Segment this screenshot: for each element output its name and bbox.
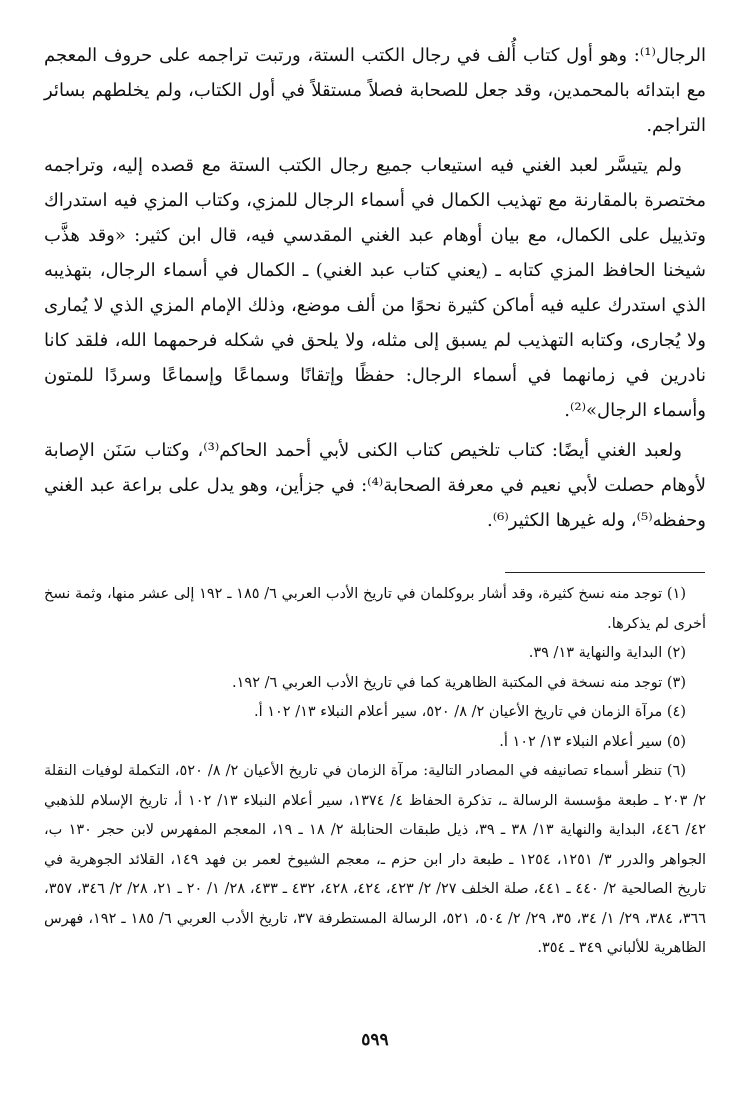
footnote-1: (١) توجد منه نسخ كثيرة، وقد أشار بروكلمان في تاريخ الأدب العربي ٦/ ١٨٥ ـ ١٩٢ إلى عشر منها، وثمة نسخ أخرى لم يذكرها. bbox=[44, 586, 706, 632]
main-text bbox=[44, 38, 706, 543]
paragraph-3: ولعبد الغني أيضًا: كتاب تلخيص كتاب الكنى لأبي أحمد الحاكم⁽³⁾، وكتاب سَنَن الإصابة لأوهام حصلت لأبي نعيم في معرفة الصحابة⁽⁴⁾: في جزأين، وهو يدل على براعة عبد الغني وحفظه⁽⁵⁾، وله غيرها الكثير⁽⁶⁾. bbox=[44, 440, 706, 531]
footnote-2: (٢) البداية والنهاية ١٣/ ٣٩. bbox=[528, 645, 686, 661]
footnote-6: (٦) تنظر أسماء تصانيفه في المصادر التالية: مرآة الزمان في تاريخ الأعيان ٢/ ٨/ ٥٢٠، التكملة لوفيات النقلة ٢/ ٢٠٣ ـ طبعة مؤسسة الرسالة ـ، تذكرة الحفاظ ٤/ ١٣٧٤، سير أعلام النبلاء ١٣/ ١٠٢ أ، تاريخ الإسلام للذهبي ٤٢/ ٤٤٦، البداية والنهاية ١٣/ ٣٨ ـ ٣٩، ذيل طبقات الحنابلة ٢/ ١٨ ـ ١٩، المعجم المفهرس لابن حجر ١٣٠ ب، الجواهر والدرر ٣/ ١٢٥١، ١٢٥٤ ـ طبعة دار ابن حزم ـ، معجم الشيوخ لعمر بن فهد ١٤٩، القلائد الجوهرية في تاريخ الصالحية ٢/ ٤٤٠ ـ ٤٤١، صلة الخلف ٢٧/ ٢/ ٤٢٣، ٤٢٤، ٤٢٨، ٤٣٢ ـ ٤٣٣، ٢٨/ ١/ ٢٠ ـ ٢١، ٢٨/ ٢/ ٣٤٦، ٣٥٧، ٣٦٦، ٣٨٤، ٢٩/ ١/ ٣٤، ٣٥، ٢٩/ ٢/ ٥٠٤، ٥٢١، الرسالة المستطرفة ٣٧، تاريخ الأدب العربي ٦/ ١٨٥ ـ ١٩٢، فهرس الظاهرية للألباني ٣٤٩ ـ ٣٥٤. bbox=[44, 763, 707, 956]
page-number: ٥٩٩ bbox=[361, 1030, 389, 1050]
footnote-divider bbox=[505, 572, 705, 573]
footnotes bbox=[44, 580, 706, 964]
footnote-4: (٤) مرآة الزمان في تاريخ الأعيان ٢/ ٨/ ٥٢٠، سير أعلام النبلاء ١٣/ ١٠٢ أ. bbox=[253, 704, 686, 720]
paragraph-2: ولم يتيسَّر لعبد الغني فيه استيعاب جميع رجال الكتب الستة مع قصده إليه، وتراجمه مختصرة بالمقارنة مع تهذيب الكمال في أسماء الرجال للمزي، وكتاب المزي فيه استدراك وتذييل على الكمال، مع بيان أوهام عبد الغني المقدسي فيه، قال ابن كثير: «وقد هذَّب شيخنا الحافظ المزي كتابه ـ (يعني كتاب عبد الغني) ـ الكمال في أسماء الرجال، بتهذيبه الذي استدرك عليه فيه أماكن كثيرة نحوًا من ألف موضع، وذلك الإمام المزي الذي لا يُمارى ولا يُجارى، وكتابه التهذيب لم يسبق إلى مثله، ولا يلحق في شكله فرحمهما الله، فلقد كانا نادرين في زمانهما في أسماء الرجال: حفظًا وإتقانًا وسماعًا وإسماعًا وسردًا للمتون وأسماء الرجال»⁽²⁾. bbox=[44, 155, 706, 421]
footnote-3: (٣) توجد منه نسخة في المكتبة الظاهرية كما في تاريخ الأدب العربي ٦/ ١٩٢. bbox=[232, 674, 686, 691]
footnote-5: (٥) سير أعلام النبلاء ١٣/ ١٠٢ أ. bbox=[499, 733, 686, 750]
paragraph-1: الرجال⁽¹⁾: وهو أول كتاب أُلف في رجال الكتب الستة، ورتبت تراجمه على حروف المعجم مع ابتدائه بالمحمدين، وقد جعل للصحابة فصلاً مستقلاً في أول الكتاب، ولم يخلطهم بسائر التراجم. bbox=[44, 45, 706, 136]
